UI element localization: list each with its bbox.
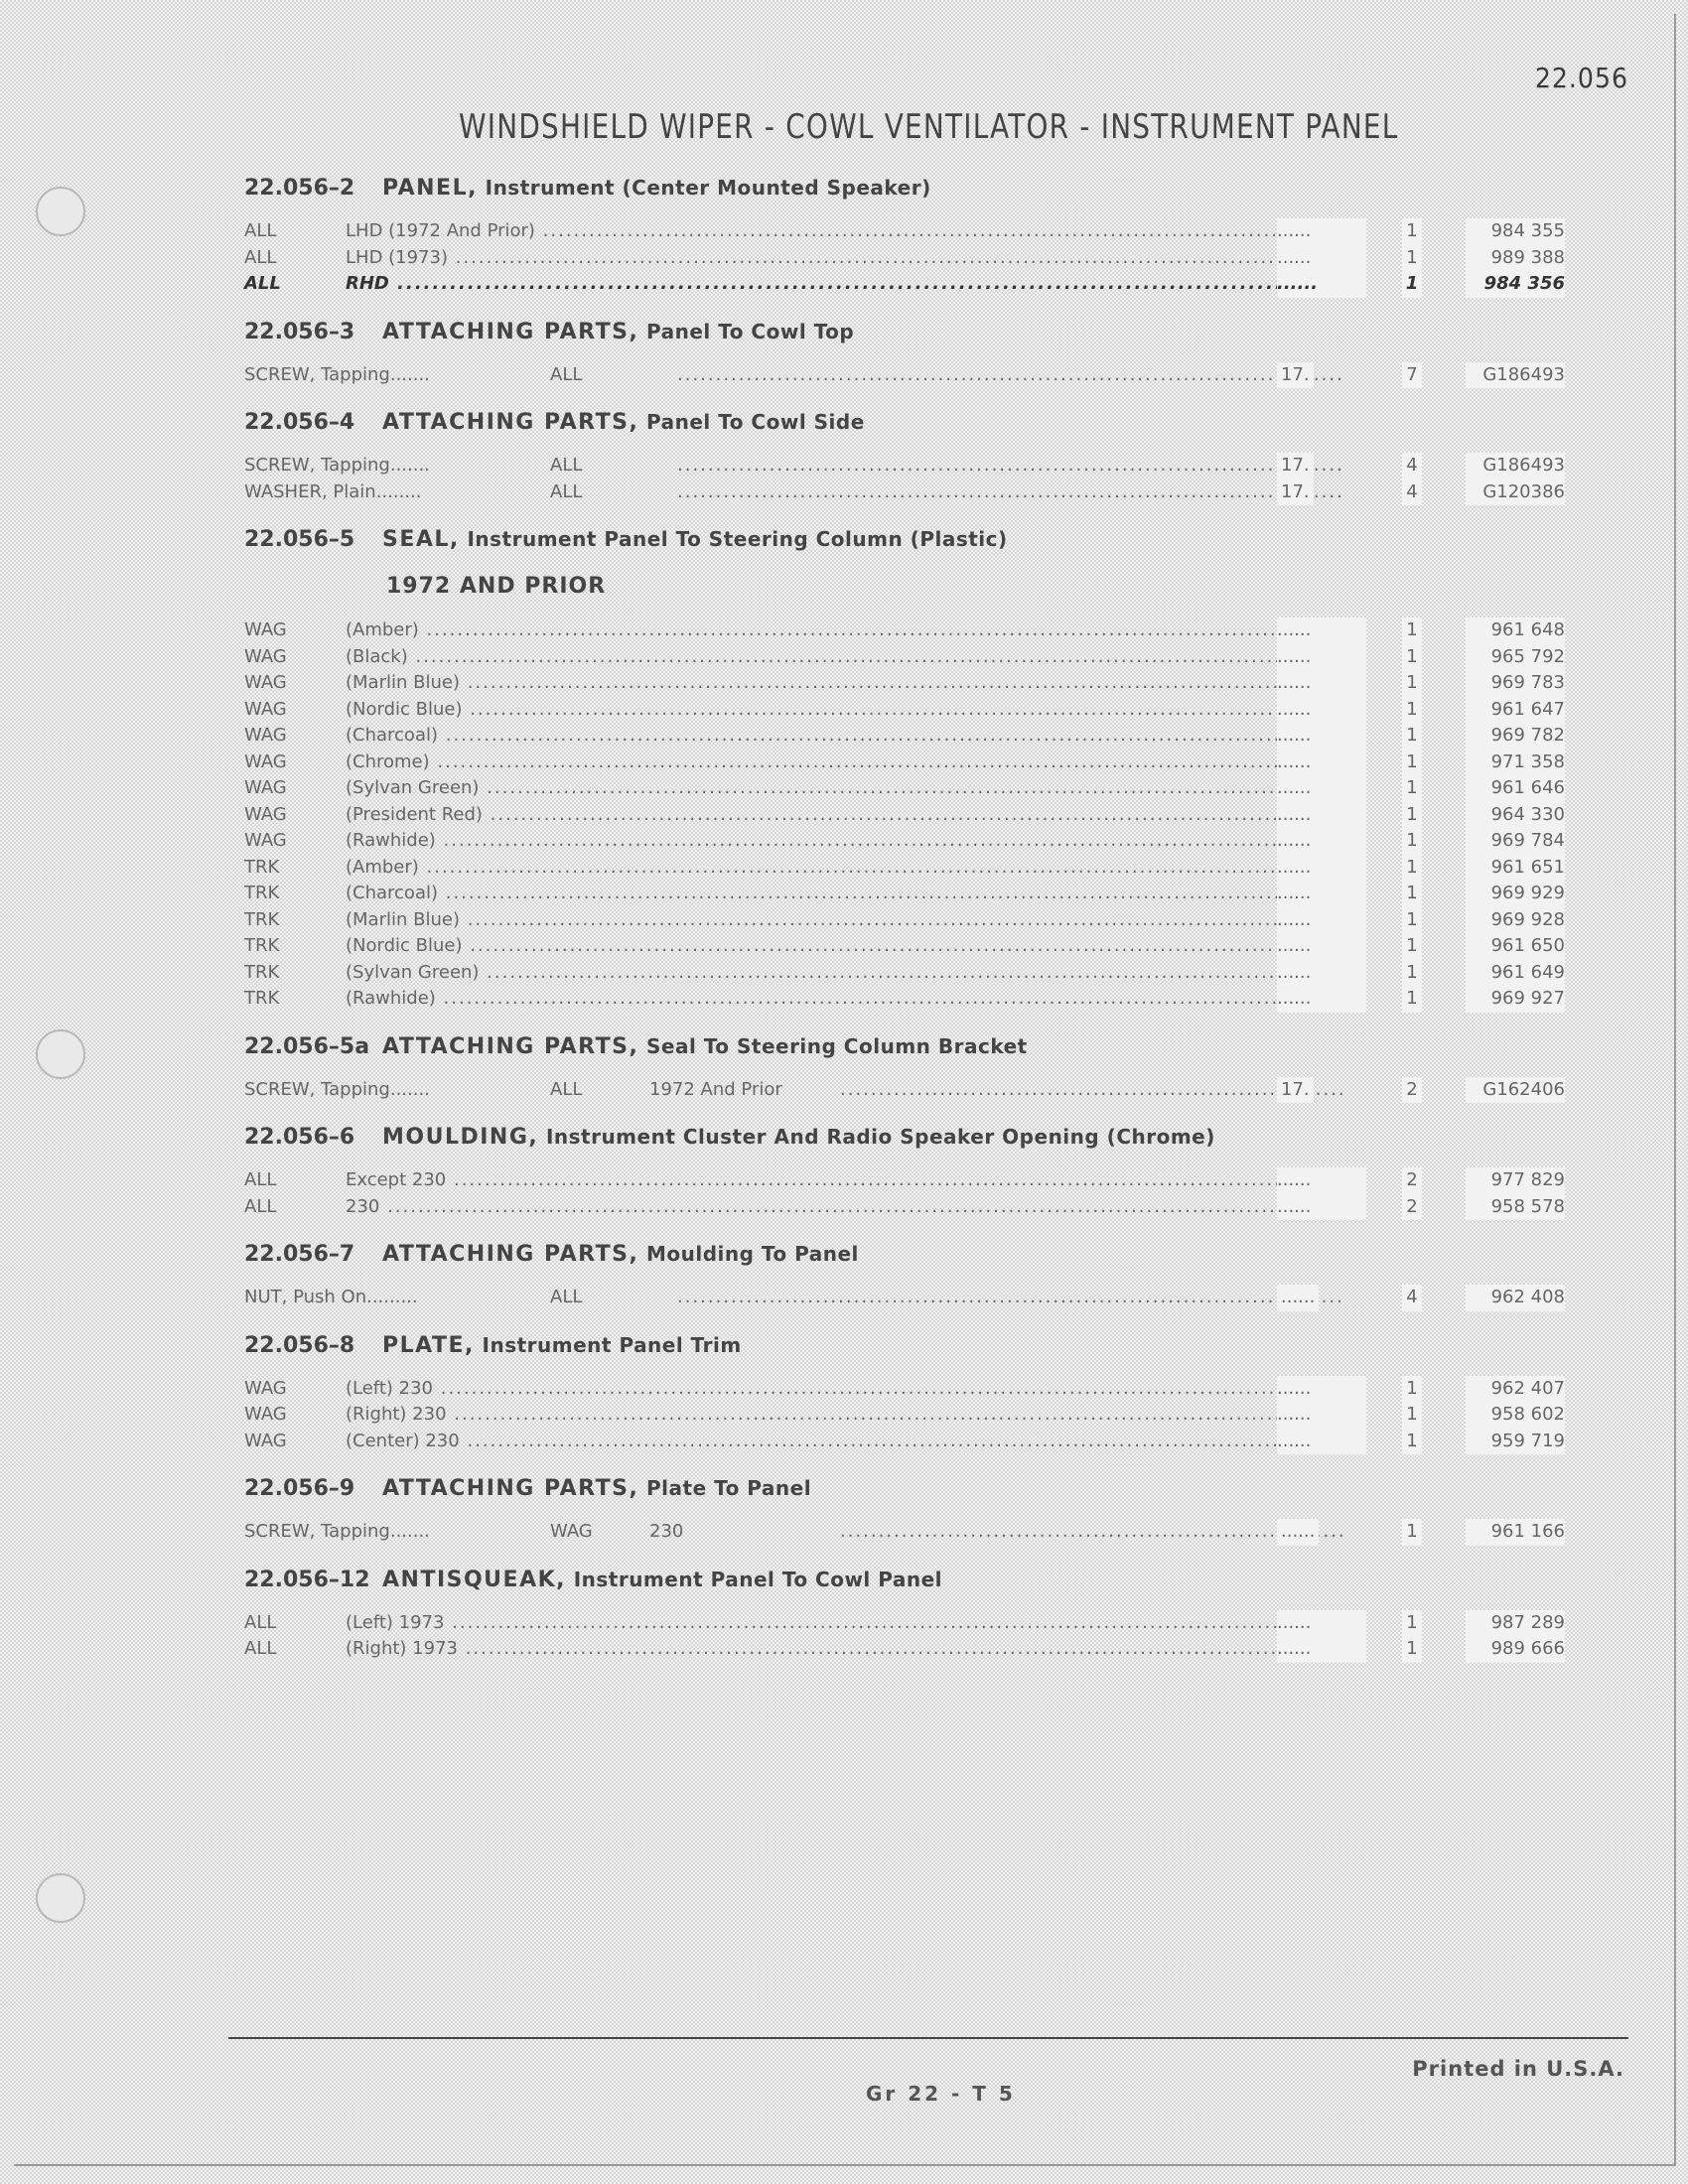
group-column: ...... — [1277, 1167, 1366, 1194]
part-description: RHD ..... — [346, 271, 1338, 298]
page-number: 22.056 — [1534, 62, 1628, 94]
quantity: 1 — [1402, 960, 1422, 987]
group-column: ...... — [1277, 1429, 1366, 1455]
table-row — [244, 1636, 1565, 1663]
section-number: 22.056–8 — [244, 1332, 355, 1358]
quantity: 1 — [1402, 1402, 1422, 1429]
table-row — [244, 453, 1565, 479]
table-row — [244, 723, 1565, 750]
model-code: TRK — [244, 935, 280, 956]
quantity: 2 — [1402, 1077, 1422, 1104]
section — [244, 1328, 1565, 1455]
section-heading — [244, 1471, 1555, 1505]
part-description: (Marlin Blue) ..... — [346, 907, 1338, 934]
part-description: (Nordic Blue) ..... — [346, 933, 1338, 960]
quantity: 1 — [1402, 775, 1422, 802]
part-description: (Left) 1973 ..... — [346, 1610, 1338, 1637]
model-code: WAG — [244, 645, 287, 667]
quantity: 4 — [1402, 1285, 1422, 1311]
section-subtitle: Instrument Panel To Steering Column (Plastic) — [467, 527, 1008, 551]
quantity: 2 — [1402, 1194, 1422, 1221]
model-code: TRK — [244, 908, 280, 930]
part-description: (Amber) ..... — [346, 617, 1338, 644]
table-row — [244, 362, 1565, 389]
section-heading — [244, 1563, 1555, 1596]
part-number: 964 330 — [1466, 802, 1565, 829]
part-number: 965 792 — [1466, 644, 1565, 671]
section-title: ATTACHING PARTS, — [382, 319, 639, 344]
parts-list — [244, 171, 1565, 1680]
section-subtitle: Panel To Cowl Side — [646, 410, 865, 434]
model-code: WAG — [244, 672, 287, 693]
table-row — [244, 1167, 1565, 1194]
group-column: ...... — [1277, 828, 1366, 855]
section — [244, 1471, 1565, 1546]
part-number: 969 929 — [1466, 881, 1565, 907]
section-heading — [244, 522, 1555, 556]
table-row — [244, 907, 1565, 934]
part-name: SCREW, Tapping....... — [244, 1078, 430, 1100]
section-heading — [244, 1029, 1555, 1063]
quantity: 1 — [1402, 855, 1422, 882]
group-number: 17. — [1277, 362, 1314, 389]
model-code: ALL — [550, 480, 583, 502]
model-code: TRK — [244, 856, 280, 878]
part-description: (Right) 1973 ..... — [346, 1636, 1338, 1663]
group-number: ...... — [1277, 1519, 1319, 1546]
part-number: 984 356 — [1466, 271, 1565, 298]
group-column: ...... — [1277, 723, 1366, 750]
part-number: 962 408 — [1466, 1285, 1565, 1311]
model-code: WAG — [550, 1521, 593, 1542]
table-row — [244, 617, 1565, 644]
section-number: 22.056–4 — [244, 410, 355, 435]
part-number: 961 650 — [1466, 933, 1565, 960]
part-name: NUT, Push On......... — [244, 1287, 418, 1307]
section-number: 22.056–5 — [244, 527, 355, 552]
section-subtitle: Instrument Panel Trim — [482, 1332, 742, 1357]
model-code: WAG — [244, 830, 287, 851]
group-column: ...... — [1277, 933, 1366, 960]
table-row — [244, 218, 1565, 245]
model-code: ALL — [244, 220, 277, 241]
section-number: 22.056–6 — [244, 1125, 355, 1150]
quantity: 2 — [1402, 1167, 1422, 1194]
table-row — [244, 245, 1565, 272]
group-column: ...... — [1277, 750, 1366, 776]
part-number: 961 648 — [1466, 617, 1565, 644]
part-number: 961 647 — [1466, 697, 1565, 724]
part-number: 989 666 — [1466, 1636, 1565, 1663]
part-number: 977 829 — [1466, 1167, 1565, 1194]
footer-rule — [228, 2037, 1628, 2039]
table-row — [244, 775, 1565, 802]
leader-dots — [677, 362, 1342, 389]
part-number: 961 166 — [1466, 1519, 1565, 1546]
section-title: ATTACHING PARTS, — [382, 1033, 639, 1059]
group-number: ...... — [1277, 1285, 1319, 1311]
part-description: 230 ..... — [346, 1194, 1338, 1221]
group-column: ...... — [1277, 1610, 1366, 1637]
model-code: ALL — [550, 1078, 583, 1100]
group-column: ...... — [1277, 881, 1366, 907]
model-code: ALL — [550, 363, 583, 385]
section-heading — [244, 1120, 1555, 1154]
table-row — [244, 986, 1565, 1013]
table-row — [244, 750, 1565, 776]
model-code: WAG — [244, 725, 287, 746]
part-description: (Rawhide) ..... — [346, 986, 1338, 1013]
quantity: 1 — [1402, 802, 1422, 829]
model-code: ALL — [550, 1287, 583, 1307]
model-code: WAG — [244, 1377, 287, 1399]
part-description: (Nordic Blue) ..... — [346, 697, 1338, 724]
section — [244, 522, 1565, 1013]
table-row — [244, 644, 1565, 671]
part-description: Except 230 ..... — [346, 1167, 1338, 1194]
part-description: (Center) 230 ..... — [346, 1429, 1338, 1455]
table-row — [244, 1285, 1565, 1311]
part-description: (Charcoal) ..... — [346, 723, 1338, 750]
part-number: 989 388 — [1466, 245, 1565, 272]
model-code: ALL — [244, 1169, 277, 1190]
group-column: ...... — [1277, 802, 1366, 829]
model-code: WAG — [244, 777, 287, 798]
group-column: ...... — [1277, 960, 1366, 987]
section-number: 22.056–2 — [244, 176, 355, 201]
part-number: G186493 — [1466, 362, 1565, 389]
part-description: (Rawhide) ..... — [346, 828, 1338, 855]
group-column: ...... — [1277, 644, 1366, 671]
part-description: (Sylvan Green) ..... — [346, 960, 1338, 987]
part-description: (Amber) ..... — [346, 855, 1338, 882]
table-row — [244, 933, 1565, 960]
model-code: ALL — [244, 246, 277, 268]
group-column: ...... — [1277, 617, 1366, 644]
quantity: 1 — [1402, 271, 1422, 298]
part-number: 987 289 — [1466, 1610, 1565, 1637]
page-title: WINDSHIELD WIPER - COWL VENTILATOR - INSTRUMENT PANEL — [459, 107, 1399, 147]
section-title: SEAL, — [382, 527, 460, 552]
group-number: 17. — [1277, 1077, 1314, 1104]
table-row — [244, 1519, 1565, 1546]
table-row — [244, 1194, 1565, 1221]
section-number: 22.056–9 — [244, 1476, 355, 1501]
quantity: 1 — [1402, 1429, 1422, 1455]
group-column: ...... — [1277, 245, 1366, 272]
model-code: TRK — [244, 883, 280, 903]
section — [244, 405, 1565, 505]
part-name: SCREW, Tapping....... — [244, 363, 430, 385]
section-heading — [244, 1328, 1555, 1362]
quantity: 1 — [1402, 933, 1422, 960]
part-name: SCREW, Tapping....... — [244, 1521, 430, 1542]
table-row — [244, 479, 1565, 506]
part-number: G162406 — [1466, 1077, 1565, 1104]
section-subheading: 1972 AND PRIOR — [386, 574, 607, 599]
footer-printed-in: Printed in U.S.A. — [1412, 2057, 1624, 2081]
model-code: ALL — [550, 455, 583, 476]
leader-dots — [840, 1077, 1342, 1104]
table-row — [244, 828, 1565, 855]
group-column: ...... — [1277, 218, 1366, 245]
table-row — [244, 855, 1565, 882]
model-code: ALL — [244, 273, 281, 294]
model-code: ALL — [244, 1611, 277, 1633]
section-title: ANTISQUEAK, — [382, 1567, 567, 1592]
model-code: WAG — [244, 698, 287, 720]
part-description: (Marlin Blue) ..... — [346, 670, 1338, 697]
quantity: 1 — [1402, 245, 1422, 272]
table-row — [244, 1610, 1565, 1637]
part-number: 969 928 — [1466, 907, 1565, 934]
part-number: 961 651 — [1466, 855, 1565, 882]
part-description: (Chrome) ..... — [346, 750, 1338, 776]
section — [244, 1120, 1565, 1220]
table-row — [244, 1077, 1565, 1104]
part-description: LHD (1973) ..... — [346, 245, 1338, 272]
part-number: 971 358 — [1466, 750, 1565, 776]
part-number: 958 578 — [1466, 1194, 1565, 1221]
section — [244, 1237, 1565, 1311]
group-column: ...... — [1277, 670, 1366, 697]
quantity: 1 — [1402, 750, 1422, 776]
part-number: 961 646 — [1466, 775, 1565, 802]
footer-group-page: Gr 22 - T 5 — [866, 2082, 1016, 2106]
group-number: 17. — [1277, 453, 1314, 479]
section-subtitle: Moulding To Panel — [646, 1242, 859, 1266]
quantity: 1 — [1402, 1610, 1422, 1637]
model-code: TRK — [244, 961, 280, 983]
section-number: 22.056–7 — [244, 1242, 355, 1267]
section-subtitle: Seal To Steering Column Bracket — [646, 1033, 1028, 1058]
group-column: ...... — [1277, 986, 1366, 1013]
group-column: ...... — [1277, 271, 1366, 298]
binder-hole — [36, 187, 85, 236]
section-number: 22.056–3 — [244, 319, 355, 344]
section-number: 22.056–5a — [244, 1033, 370, 1059]
section — [244, 171, 1565, 298]
part-number: G186493 — [1466, 453, 1565, 479]
model-code: TRK — [244, 988, 280, 1009]
table-row — [244, 960, 1565, 987]
quantity: 1 — [1402, 697, 1422, 724]
part-note: 230 — [649, 1521, 684, 1542]
section-subtitle: Instrument Cluster And Radio Speaker Opening (Chrome) — [545, 1125, 1215, 1149]
quantity: 7 — [1402, 362, 1422, 389]
table-row — [244, 271, 1565, 298]
part-number: 969 783 — [1466, 670, 1565, 697]
section-title: ATTACHING PARTS, — [382, 1476, 639, 1501]
part-number: 958 602 — [1466, 1402, 1565, 1429]
part-description: (Left) 230 ..... — [346, 1376, 1338, 1403]
leader-dots — [840, 1519, 1342, 1546]
table-row — [244, 1376, 1565, 1403]
quantity: 1 — [1402, 1519, 1422, 1546]
section-title: ATTACHING PARTS, — [382, 410, 639, 435]
group-column: ...... — [1277, 697, 1366, 724]
model-code: WAG — [244, 803, 287, 825]
part-number: 969 782 — [1466, 723, 1565, 750]
table-row — [244, 1429, 1565, 1455]
quantity: 1 — [1402, 1636, 1422, 1663]
table-row — [244, 697, 1565, 724]
quantity: 4 — [1402, 453, 1422, 479]
part-description: (President Red) ..... — [346, 802, 1338, 829]
section-subtitle: Plate To Panel — [646, 1476, 812, 1500]
quantity: 1 — [1402, 617, 1422, 644]
group-number: 17. — [1277, 479, 1314, 506]
section-title: PANEL, — [382, 176, 478, 201]
section — [244, 315, 1565, 389]
part-number: 969 784 — [1466, 828, 1565, 855]
leader-dots — [677, 453, 1342, 479]
model-code: WAG — [244, 1430, 287, 1451]
section-title: PLATE, — [382, 1332, 475, 1358]
group-column: ...... — [1277, 1636, 1366, 1663]
section-heading — [244, 315, 1555, 348]
part-number: 969 927 — [1466, 986, 1565, 1013]
group-column: ...... — [1277, 1402, 1366, 1429]
part-name: SCREW, Tapping....... — [244, 455, 430, 476]
table-row — [244, 1402, 1565, 1429]
section-heading — [244, 405, 1555, 439]
group-column: ...... — [1277, 1376, 1366, 1403]
quantity: 1 — [1402, 670, 1422, 697]
section-title: MOULDING, — [382, 1125, 539, 1150]
part-number: 984 355 — [1466, 218, 1565, 245]
quantity: 1 — [1402, 723, 1422, 750]
quantity: 1 — [1402, 881, 1422, 907]
part-description: LHD (1972 And Prior) ..... — [346, 218, 1338, 245]
model-code: WAG — [244, 1404, 287, 1425]
table-row — [244, 881, 1565, 907]
part-name: WASHER, Plain........ — [244, 480, 422, 502]
part-number: G120386 — [1466, 479, 1565, 506]
part-number: 961 649 — [1466, 960, 1565, 987]
section — [244, 1563, 1565, 1663]
section-subtitle: Instrument Panel To Cowl Panel — [573, 1567, 943, 1591]
leader-dots — [677, 479, 1342, 506]
binder-hole — [36, 1873, 85, 1923]
part-number: 962 407 — [1466, 1376, 1565, 1403]
group-column: ...... — [1277, 855, 1366, 882]
section-title: ATTACHING PARTS, — [382, 1242, 639, 1267]
binder-hole — [36, 1029, 85, 1079]
section — [244, 1029, 1565, 1104]
model-code: ALL — [244, 1195, 277, 1217]
quantity: 1 — [1402, 907, 1422, 934]
part-note: 1972 And Prior — [649, 1078, 782, 1100]
group-column: ...... — [1277, 907, 1366, 934]
part-description: (Sylvan Green) ..... — [346, 775, 1338, 802]
quantity: 4 — [1402, 479, 1422, 506]
quantity: 1 — [1402, 1376, 1422, 1403]
quantity: 1 — [1402, 986, 1422, 1013]
table-row — [244, 670, 1565, 697]
section-subtitle: Instrument (Center Mounted Speaker) — [485, 176, 931, 200]
quantity: 1 — [1402, 644, 1422, 671]
section-subtitle: Panel To Cowl Top — [646, 319, 855, 343]
group-column: ...... — [1277, 1194, 1366, 1221]
model-code: WAG — [244, 751, 287, 772]
group-column: ...... — [1277, 775, 1366, 802]
section-number: 22.056–12 — [244, 1567, 370, 1592]
quantity: 1 — [1402, 828, 1422, 855]
model-code: WAG — [244, 619, 287, 640]
section-heading — [244, 171, 1555, 205]
table-row — [244, 802, 1565, 829]
part-description: (Right) 230 ..... — [346, 1402, 1338, 1429]
part-description: (Charcoal) ..... — [346, 881, 1338, 907]
part-description: (Black) ..... — [346, 644, 1338, 671]
quantity: 1 — [1402, 218, 1422, 245]
leader-dots — [677, 1285, 1342, 1311]
section-heading — [244, 1237, 1555, 1271]
part-number: 959 719 — [1466, 1429, 1565, 1455]
model-code: ALL — [244, 1638, 277, 1659]
